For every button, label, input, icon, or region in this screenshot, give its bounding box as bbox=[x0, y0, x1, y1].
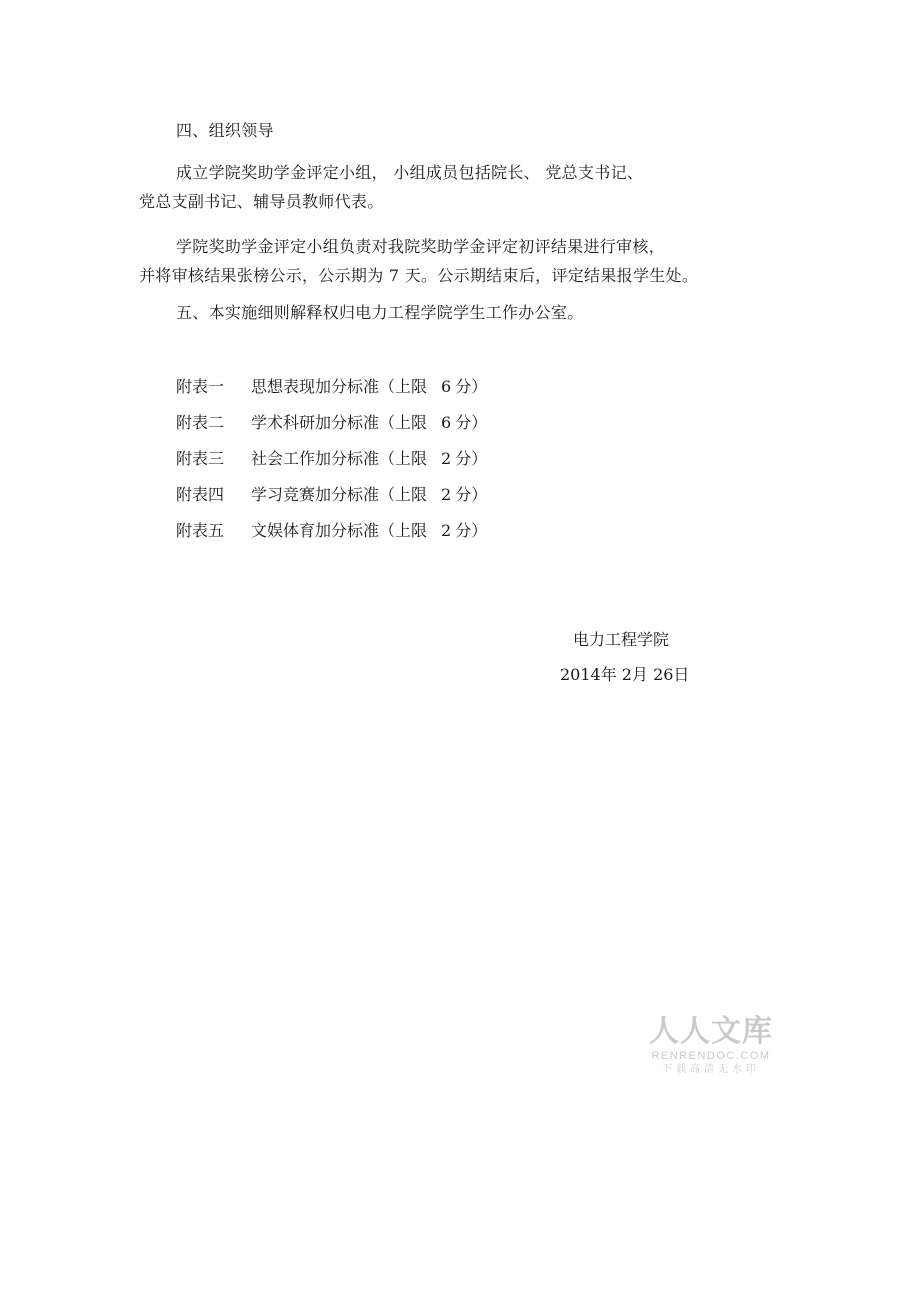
watermark-url: RENRENDOC.COM bbox=[651, 1050, 771, 1062]
appendix-label: 附表四 bbox=[176, 485, 225, 504]
appendix-label: 附表二 bbox=[176, 413, 225, 432]
appendix-title: 思想表现加分标准（上限 bbox=[251, 377, 428, 396]
appendix-item-1 bbox=[176, 377, 487, 397]
appendix-title: 学术科研加分标准（上限 bbox=[251, 413, 428, 432]
appendix-points: 6 bbox=[441, 377, 452, 396]
appendix-title: 文娱体育加分标准（上限 bbox=[251, 521, 428, 540]
appendix-points: 2 bbox=[441, 485, 452, 504]
appendix-item-2 bbox=[176, 413, 487, 433]
appendix-title: 学习竞赛加分标准（上限 bbox=[251, 485, 428, 504]
signature-organization: 电力工程学院 bbox=[573, 630, 670, 649]
appendix-unit: 分） bbox=[455, 413, 488, 432]
paragraph-committee-line1: 成立学院奖助学金评定小组， 小组成员包括院长、 党总支书记、 bbox=[176, 163, 644, 182]
watermark-subtitle: 下载高清无水印 bbox=[662, 1064, 760, 1075]
signature-date: 2014年 2月 26日 bbox=[560, 665, 690, 684]
paragraph-committee-line2: 党总支副书记、辅导员教师代表。 bbox=[139, 192, 384, 211]
appendix-unit: 分） bbox=[455, 485, 488, 504]
paragraph-review-line2: 并将审核结果张榜公示，公示期为 7 天。公示期结束后，评定结果报学生处。 bbox=[139, 266, 699, 285]
appendix-item-5 bbox=[176, 521, 487, 541]
appendix-item-4 bbox=[176, 485, 487, 505]
appendix-unit: 分） bbox=[455, 449, 488, 468]
section-heading-four: 四、组织领导 bbox=[176, 121, 274, 140]
watermark-logo bbox=[646, 1015, 776, 1077]
appendix-points: 6 bbox=[441, 413, 452, 432]
watermark-main-text: 人人文库 bbox=[649, 1014, 773, 1049]
appendix-unit: 分） bbox=[455, 521, 488, 540]
appendix-label: 附表五 bbox=[176, 521, 225, 540]
paragraph-review-line1: 学院奖助学金评定小组负责对我院奖助学金评定初评结果进行审核， bbox=[176, 237, 666, 256]
appendix-title: 社会工作加分标准（上限 bbox=[251, 449, 428, 468]
appendix-label: 附表三 bbox=[176, 449, 225, 468]
appendix-label: 附表一 bbox=[176, 377, 225, 396]
appendix-item-3 bbox=[176, 449, 487, 469]
section-heading-five: 五、本实施细则解释权归电力工程学院学生工作办公室。 bbox=[176, 303, 584, 322]
appendix-points: 2 bbox=[441, 449, 452, 468]
appendix-unit: 分） bbox=[455, 377, 488, 396]
appendix-points: 2 bbox=[441, 521, 452, 540]
